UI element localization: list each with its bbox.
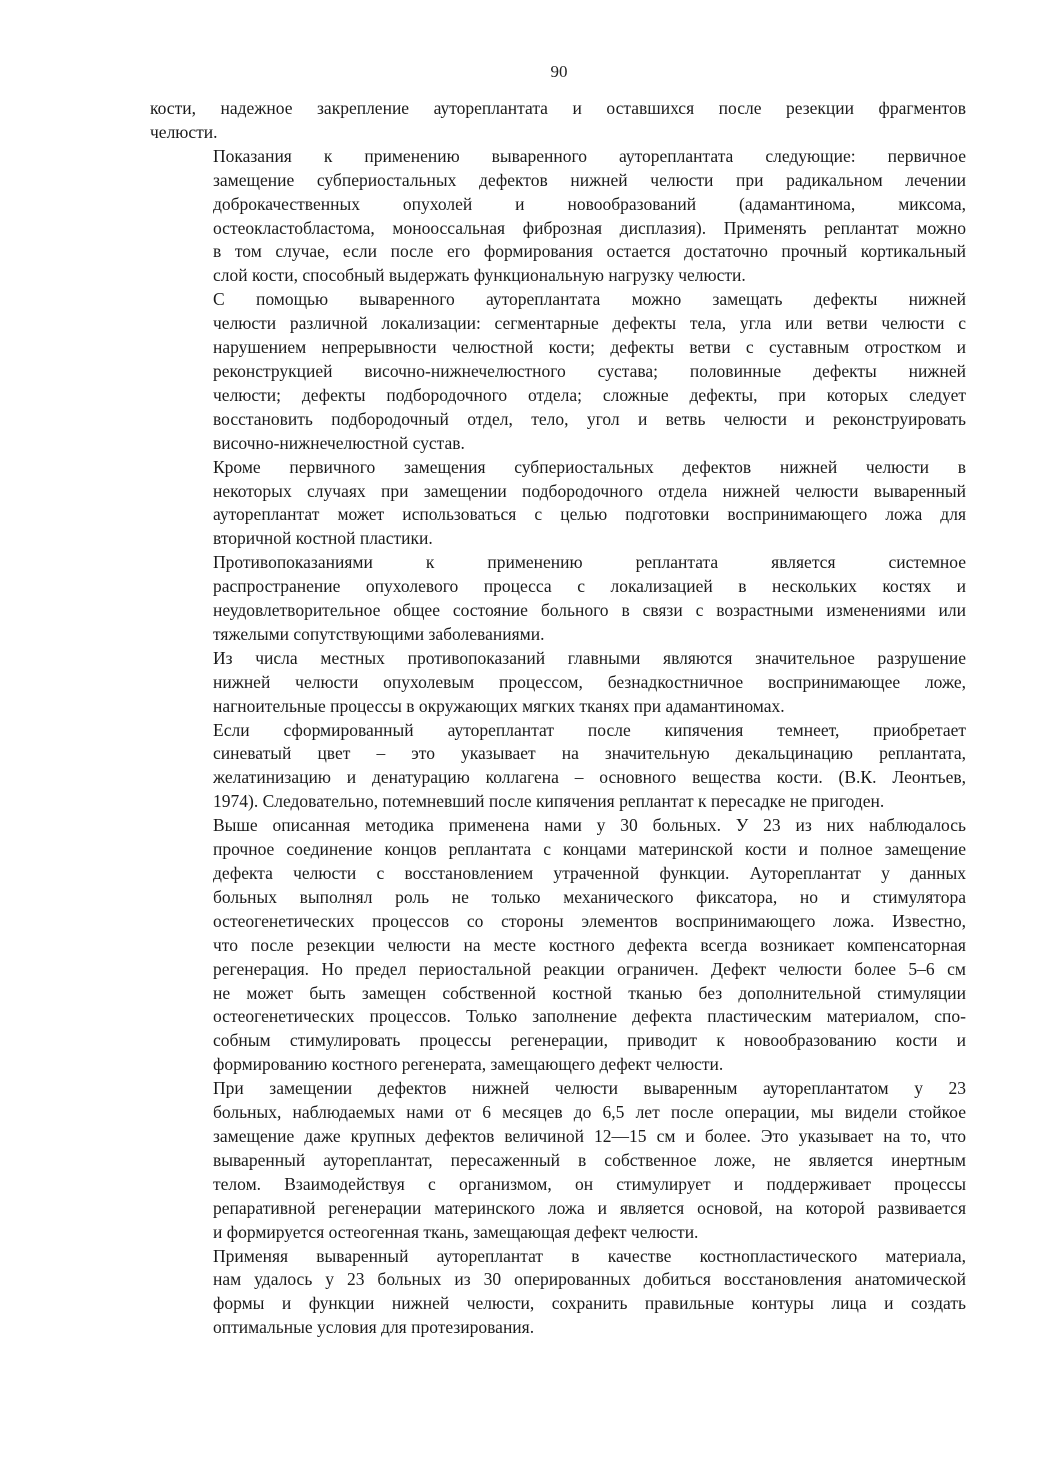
text-line: распространение опухолевого процесса с локализацией в нескольких костях и: [213, 576, 966, 597]
text-line: кости, надежное закрепление аутореплантата и оставшихся после резекции фрагментов: [150, 98, 966, 118]
paragraph: [150, 97, 966, 145]
text-line: регенерация. Но предел периостальной реакции ограничен. Дефект челюсти более 5–6 см: [213, 958, 966, 979]
text-line: неудовлетворительное общее состояние больного в связи с возрастными изменениями или: [213, 600, 966, 621]
text-line: что после резекции челюсти на месте костного дефекта всегда возникает компенсаторная: [213, 934, 966, 955]
paragraph: [150, 1245, 966, 1341]
text-line: формированию костного регенерата, замещающего дефект челюсти.: [213, 1054, 724, 1075]
text-line: 1974). Следовательно, потемневший после кипячения реплантат к пересадке не пригоден.: [213, 791, 885, 812]
text-line: некоторых случаях при замещении подбородочного отдела нижней челюсти вываренный: [213, 480, 966, 501]
text-line: реконструкцией височно-нижнечелюстного сустава; половинные дефекты нижней: [213, 360, 966, 381]
text-line: Выше описанная методика применена нами у 30 больных. У 23 из них наблюдалось: [213, 815, 966, 836]
text-line: челюсти.: [150, 121, 218, 142]
text-line: вываренный аутореплантат, пересаженный в собственное ложе, не является инертным: [213, 1149, 966, 1170]
text-line: оптимальные условия для протезирования.: [213, 1317, 535, 1338]
text-line: При замещении дефектов нижней челюсти вываренным аутореплантатом у 23: [213, 1078, 966, 1099]
text-line: собным стимулировать процессы регенерации, приводит к новообразованию кости и: [213, 1030, 966, 1051]
text-line: не может быть замещен собственной костной тканью без дополнительной стимуляции: [213, 982, 966, 1003]
text-line: челюсти; дефекты подбородочного отдела; сложные дефекты, при которых следует: [213, 384, 966, 405]
text-line: дефекта челюсти с восстановлением утраченной функции. Аутореплантат у данных: [213, 863, 966, 883]
text-line: Если сформированный аутореплантат после кипячения темнеет, приобретает: [213, 719, 966, 740]
paragraph: [150, 1077, 966, 1244]
text-line: Противопоказаниями к применению реплантата является системное: [213, 552, 966, 573]
paragraph: [150, 814, 966, 1077]
text-line: в том случае, если после его формирования остается достаточно прочный кортикальный: [213, 241, 966, 262]
text-line: формы и функции нижней челюсти, сохранить правильные контуры лица и создать: [213, 1293, 966, 1314]
paragraph: [150, 551, 966, 647]
text-line: больных, наблюдаемых нами от 6 месяцев до 6,5 лет после операции, мы видели стойкое: [213, 1102, 966, 1123]
text-line: доброкачественных опухолей и новообразований (адамантинома, миксома,: [213, 193, 966, 214]
text-line: восстановить подбородочный отдел, тело, угол и ветвь челюсти и реконструировать: [213, 408, 966, 429]
text-line: височно-нижнечелюстной сустав.: [213, 432, 465, 453]
text-line: Показания к применению вываренного аутореплантата следующие: первичное: [213, 145, 966, 166]
paragraph: [150, 145, 966, 288]
text-line: остеогенетических процессов со стороны элементов воспринимающего ложа. Известно,: [213, 910, 966, 931]
text-line: челюсти различной локализации: сегментарные дефекты тела, угла или ветви челюсти с: [213, 313, 966, 334]
text-line: репаративной регенерации материнского ложа и является основой, на которой развивается: [213, 1197, 966, 1218]
paragraph: [150, 456, 966, 552]
text-line: С помощью вываренного аутореплантата можно замещать дефекты нижней: [213, 289, 966, 310]
text-line: аутореплантат может использоваться с целью подготовки воспринимающего ложа для: [213, 504, 966, 525]
text-line: тяжелыми сопутствующими заболеваниями.: [213, 623, 545, 644]
text-line: нарушением непрерывности челюстной кости; дефекты ветви с суставным отростком и: [213, 337, 966, 358]
text-line: остеогенетических процессов. Только заполнение дефекта пластическим материалом, спо-: [213, 1006, 966, 1027]
text-line: нижней челюсти опухолевым процессом, безнадкостничное воспринимающее ложе,: [213, 671, 966, 692]
text-line: замещение субпериостальных дефектов нижней челюсти при радикальном лечении: [213, 169, 966, 190]
paragraph: [150, 288, 966, 455]
text-line: Из числа местных противопоказаний главными являются значительное разрушение: [213, 647, 966, 668]
text-line: слой кости, способный выдержать функциональную нагрузку челюсти.: [213, 265, 746, 286]
text-line: и формируется остеогенная ткань, замещающая дефект челюсти.: [213, 1221, 699, 1242]
text-line: Применяя вываренный аутореплантат в качестве костнопластического материала,: [213, 1245, 966, 1266]
page-number: 90: [550, 62, 568, 81]
text-line: нагноительные процессы в окружающих мягких тканях при адамантиномах.: [213, 695, 785, 716]
text-line: желатинизацию и денатурацию коллагена – основного вещества кости. (В.К. Леонтьев,: [213, 767, 966, 788]
text-line: вторичной костной пластики.: [213, 528, 433, 549]
text-line: телом. Взаимодействуя с организмом, он стимулирует и поддерживает процессы: [213, 1173, 966, 1194]
text-line: нам удалось у 23 больных из 30 оперированных добиться восстановления анатомической: [213, 1269, 966, 1290]
text-line: больных выполнял роль не только механического фиксатора, но и стимулятора: [213, 886, 966, 907]
text-line: синеватый цвет – это указывает на значительную декальцинацию реплантата,: [213, 743, 966, 764]
paragraph: [150, 719, 966, 815]
text-line: прочное соединение концов реплантата с концами материнской кости и полное замещение: [213, 839, 966, 860]
text-line: замещение даже крупных дефектов величиной 12—15 см и более. Это указывает на то, что: [213, 1125, 966, 1146]
document-body: [150, 97, 966, 1340]
text-line: Кроме первичного замещения субпериостальных дефектов нижней челюсти в: [213, 456, 966, 477]
paragraph: [150, 647, 966, 719]
text-line: остеокластобластома, монооссальная фиброзная дисплазия). Применять реплантат можно: [213, 217, 966, 238]
